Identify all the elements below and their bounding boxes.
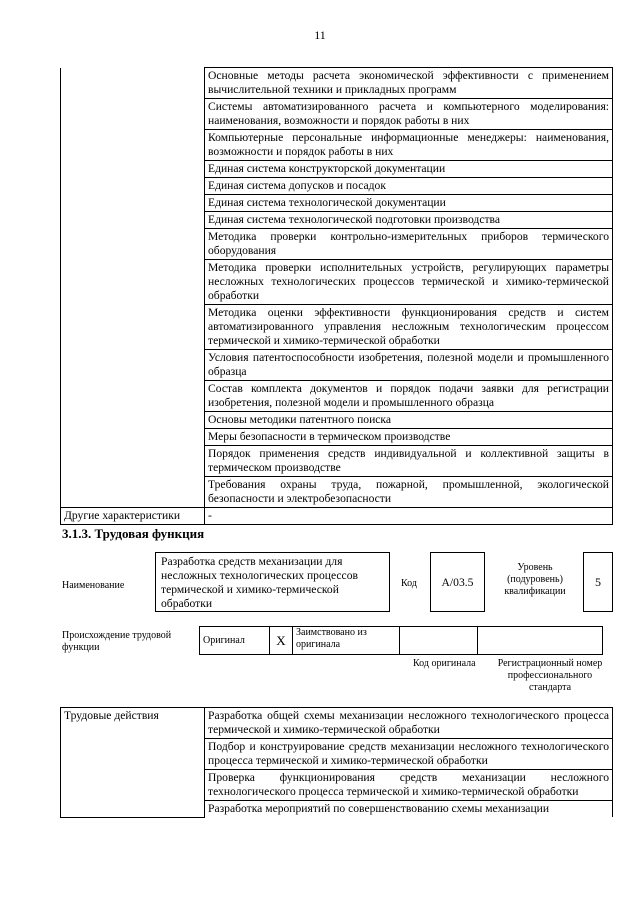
knowledge-item: Единая система конструкторской документации — [205, 161, 613, 178]
other-characteristics-value: - — [205, 508, 613, 525]
qualification-level-box: 5 — [583, 552, 613, 612]
origin-table — [199, 626, 603, 655]
knowledge-item: Меры безопасности в термическом производстве — [205, 429, 613, 446]
labor-action-item: Проверка функционирования средств механизации несложного технологического процесса термической и химико-термической обработки — [205, 770, 613, 801]
reg-number-caption: Регистрационный номер профессионального стандарта — [497, 658, 603, 693]
reg-number-cell — [478, 627, 603, 655]
labor-action-item: Разработка общей схемы механизации несложного технологического процесса термической и химико-термической обработки — [205, 708, 613, 739]
knowledge-item: Требования охраны труда, пожарной, промышленной, экологической безопасности и электробезопасности — [205, 477, 613, 508]
knowledge-item: Единая система технологической подготовки производства — [205, 212, 613, 229]
labor-action-item: Разработка мероприятий по совершенствованию схемы механизации — [205, 801, 613, 818]
section-title: 3.1.3. Трудовая функция — [62, 526, 205, 541]
table-row — [61, 508, 613, 525]
code-label: Код — [401, 578, 417, 589]
name-label: Наименование — [62, 580, 125, 591]
qualification-level-label: Уровень (подуровень) квалификации — [504, 562, 566, 597]
other-characteristics-label: Другие характеристики — [61, 508, 205, 525]
knowledge-item: Единая система технологической документации — [205, 195, 613, 212]
knowledge-label-cell — [61, 68, 205, 508]
labor-actions-table — [60, 707, 613, 818]
original-label: Оригинал — [200, 627, 270, 655]
knowledge-item: Методика проверки контрольно-измерительных приборов термического оборудования — [205, 229, 613, 260]
table-row — [61, 708, 613, 739]
knowledge-item: Единая система допусков и посадок — [205, 178, 613, 195]
labor-action-item: Подбор и конструирование средств механизации несложного технологического процесса термической и химико-термической обработки — [205, 739, 613, 770]
knowledge-item: Основные методы расчета экономической эффективности с применением вычислительной техники и прикладных программ — [205, 68, 613, 99]
origin-label: Происхождение трудовой функции — [62, 630, 172, 653]
knowledge-item: Состав комплекта документов и порядок подачи заявки для регистрации изобретения, полезной модели и промышленного образца — [205, 381, 613, 412]
function-name-box: Разработка средств механизации для несложных технологических процессов термической и химико-термической обработки — [155, 552, 390, 612]
knowledge-item: Компьютерные персональные информационные менеджеры: наименования, возможности и порядок работы в них — [205, 130, 613, 161]
code-original-cell — [400, 627, 478, 655]
function-code-box: A/03.5 — [430, 552, 485, 612]
knowledge-item: Порядок применения средств индивидуальной и коллективной защиты в термическом производстве — [205, 446, 613, 477]
knowledge-item: Условия патентоспособности изобретения, полезной модели и промышленного образца — [205, 350, 613, 381]
knowledge-table — [60, 67, 613, 525]
labor-actions-label: Трудовые действия — [61, 708, 205, 818]
page-number: 11 — [314, 28, 326, 42]
original-mark: X — [270, 627, 293, 655]
knowledge-item: Системы автоматизированного расчета и компьютерного моделирования: наименования, возможности и порядок работы в них — [205, 99, 613, 130]
code-original-caption: Код оригинала — [413, 658, 476, 669]
table-row — [200, 627, 603, 655]
table-row — [61, 68, 613, 99]
knowledge-item: Методика оценки эффективности функционирования средств и систем автоматизированного управления несложным технологическим процессом термической и химико-термической обработки — [205, 305, 613, 350]
borrowed-label: Заимствовано из оригинала — [293, 627, 400, 655]
knowledge-item: Основы методики патентного поиска — [205, 412, 613, 429]
knowledge-item: Методика проверки исполнительных устройств, регулирующих параметры несложных технологических процессов термической и химико-термической обработки — [205, 260, 613, 305]
